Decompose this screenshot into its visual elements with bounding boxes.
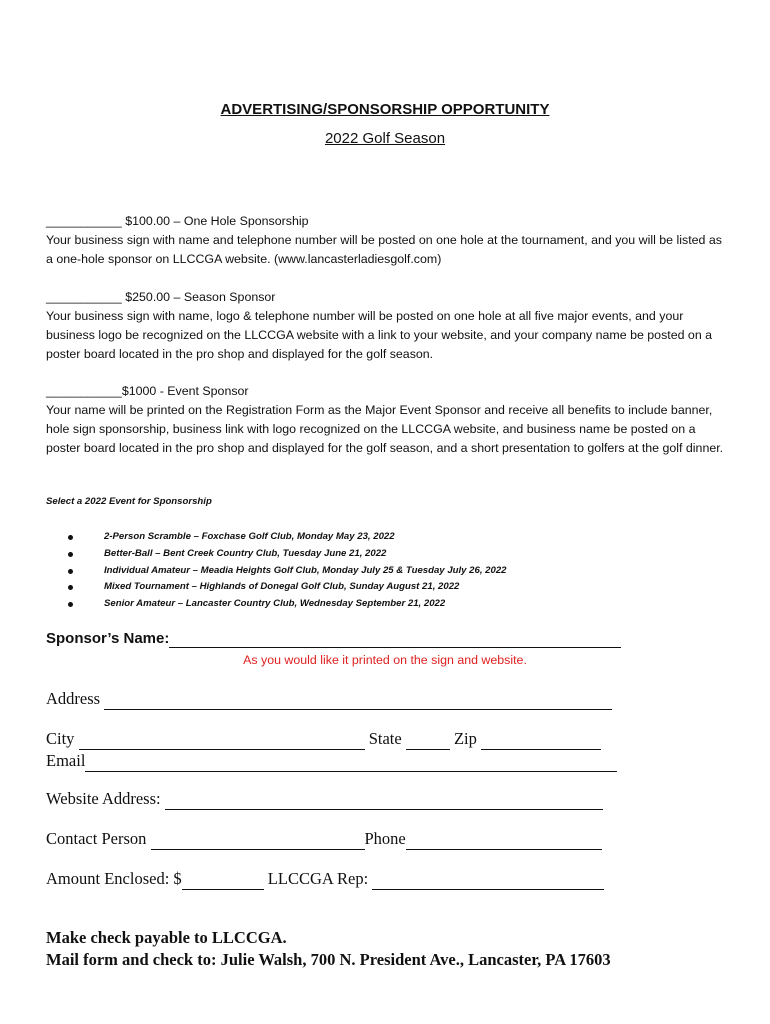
sponsor-name-note: As you would like it printed on the sign and website. xyxy=(243,653,527,667)
contact-person-field[interactable] xyxy=(151,829,365,850)
website-row xyxy=(46,789,603,810)
phone-label: Phone xyxy=(364,829,406,848)
email-label: Email xyxy=(46,751,86,770)
city-label: City xyxy=(46,729,75,748)
llccga-rep-label: LLCCGA Rep: xyxy=(267,869,369,888)
option-checkbox-line[interactable]: ___________ xyxy=(46,214,122,228)
option-checkbox-line[interactable]: ___________ xyxy=(46,384,122,398)
state-label: State xyxy=(368,729,402,748)
llccga-rep-field[interactable] xyxy=(372,869,604,890)
address-field[interactable] xyxy=(104,689,612,710)
email-field[interactable] xyxy=(85,751,617,772)
option-description: Your business sign with name, logo & telephone number will be posted on one hole at all five major events, and your business logo be recognized on the LLCCGA website with a link to your website, and your company name be posted on a poster board located in the pro shop and displayed for the golf season. xyxy=(46,309,713,361)
option-heading: $100.00 – One Hole Sponsorship xyxy=(121,214,309,228)
amount-enclosed-label: Amount Enclosed: $ xyxy=(46,869,182,888)
bullet-icon xyxy=(68,552,73,557)
event-item xyxy=(68,546,507,563)
payable-instructions: Make check payable to LLCCGA. xyxy=(46,928,287,947)
event-select-label: Select a 2022 Event for Sponsorship xyxy=(46,496,212,507)
event-item-label: Better-Ball – Bent Creek Country Club, Tuesday June 21, 2022 xyxy=(104,547,387,559)
sponsorship-option-event xyxy=(46,382,726,458)
option-heading: $250.00 – Season Sponsor xyxy=(121,290,276,304)
option-checkbox-line[interactable]: ___________ xyxy=(46,290,122,304)
bullet-icon xyxy=(68,585,73,590)
sponsorship-option-one-hole xyxy=(46,212,726,269)
amount-enclosed-field[interactable] xyxy=(182,869,264,890)
contact-phone-row xyxy=(46,829,602,850)
event-item xyxy=(68,579,507,596)
event-item-label: Mixed Tournament – Highlands of Donegal Golf Club, Sunday August 21, 2022 xyxy=(104,581,460,593)
page-title: ADVERTISING/SPONSORSHIP OPPORTUNITY xyxy=(220,101,550,118)
option-heading: $1000 - Event Sponsor xyxy=(121,384,249,398)
city-field[interactable] xyxy=(79,729,365,750)
website-label: Website Address: xyxy=(46,789,161,808)
sponsor-name-label: Sponsor’s Name: xyxy=(46,630,170,647)
address-row xyxy=(46,689,612,710)
event-list xyxy=(68,529,507,613)
address-label: Address xyxy=(46,689,101,708)
bullet-icon xyxy=(68,535,73,540)
event-item xyxy=(68,563,507,580)
sponsor-name-field[interactable] xyxy=(169,630,621,648)
contact-person-label: Contact Person xyxy=(46,829,147,848)
event-item xyxy=(68,596,507,613)
city-state-zip-row xyxy=(46,729,601,750)
mailing-instructions: Mail form and check to: Julie Walsh, 700 N. President Ave., Lancaster, PA 17603 xyxy=(46,950,611,969)
amount-rep-row xyxy=(46,869,604,890)
website-field[interactable] xyxy=(165,789,603,810)
zip-field[interactable] xyxy=(481,729,601,750)
sponsor-name-row xyxy=(46,630,621,648)
phone-field[interactable] xyxy=(406,829,602,850)
email-row xyxy=(46,751,617,772)
zip-label: Zip xyxy=(453,729,477,748)
bullet-icon xyxy=(68,569,73,574)
event-item-label: Senior Amateur – Lancaster Country Club, Wednesday September 21, 2022 xyxy=(104,598,446,610)
event-item-label: 2-Person Scramble – Foxchase Golf Club, Monday May 23, 2022 xyxy=(104,531,395,542)
event-item xyxy=(68,529,507,546)
option-description: Your name will be printed on the Registration Form as the Major Event Sponsor and receive all benefits to include banner, hole sign sponsorship, business link with logo recognized on the LLCCGA website, and business name be posted on a poster board located in the pro shop and displayed for the golf season, and a short presentation to golfers at the golf dinner. xyxy=(46,403,724,455)
sponsorship-option-season xyxy=(46,288,726,364)
state-field[interactable] xyxy=(406,729,450,750)
bullet-icon xyxy=(68,602,73,607)
event-item-label: Individual Amateur – Meadia Heights Golf Club, Monday July 25 & Tuesday July 26, 2022 xyxy=(104,564,507,576)
option-description: Your business sign with name and telephone number will be posted on one hole at the tournament, and you will be listed as a one-hole sponsor on LLCCGA website. (www.lancasterladiesgolf.com) xyxy=(46,233,722,266)
page-subtitle: 2022 Golf Season xyxy=(324,130,446,147)
